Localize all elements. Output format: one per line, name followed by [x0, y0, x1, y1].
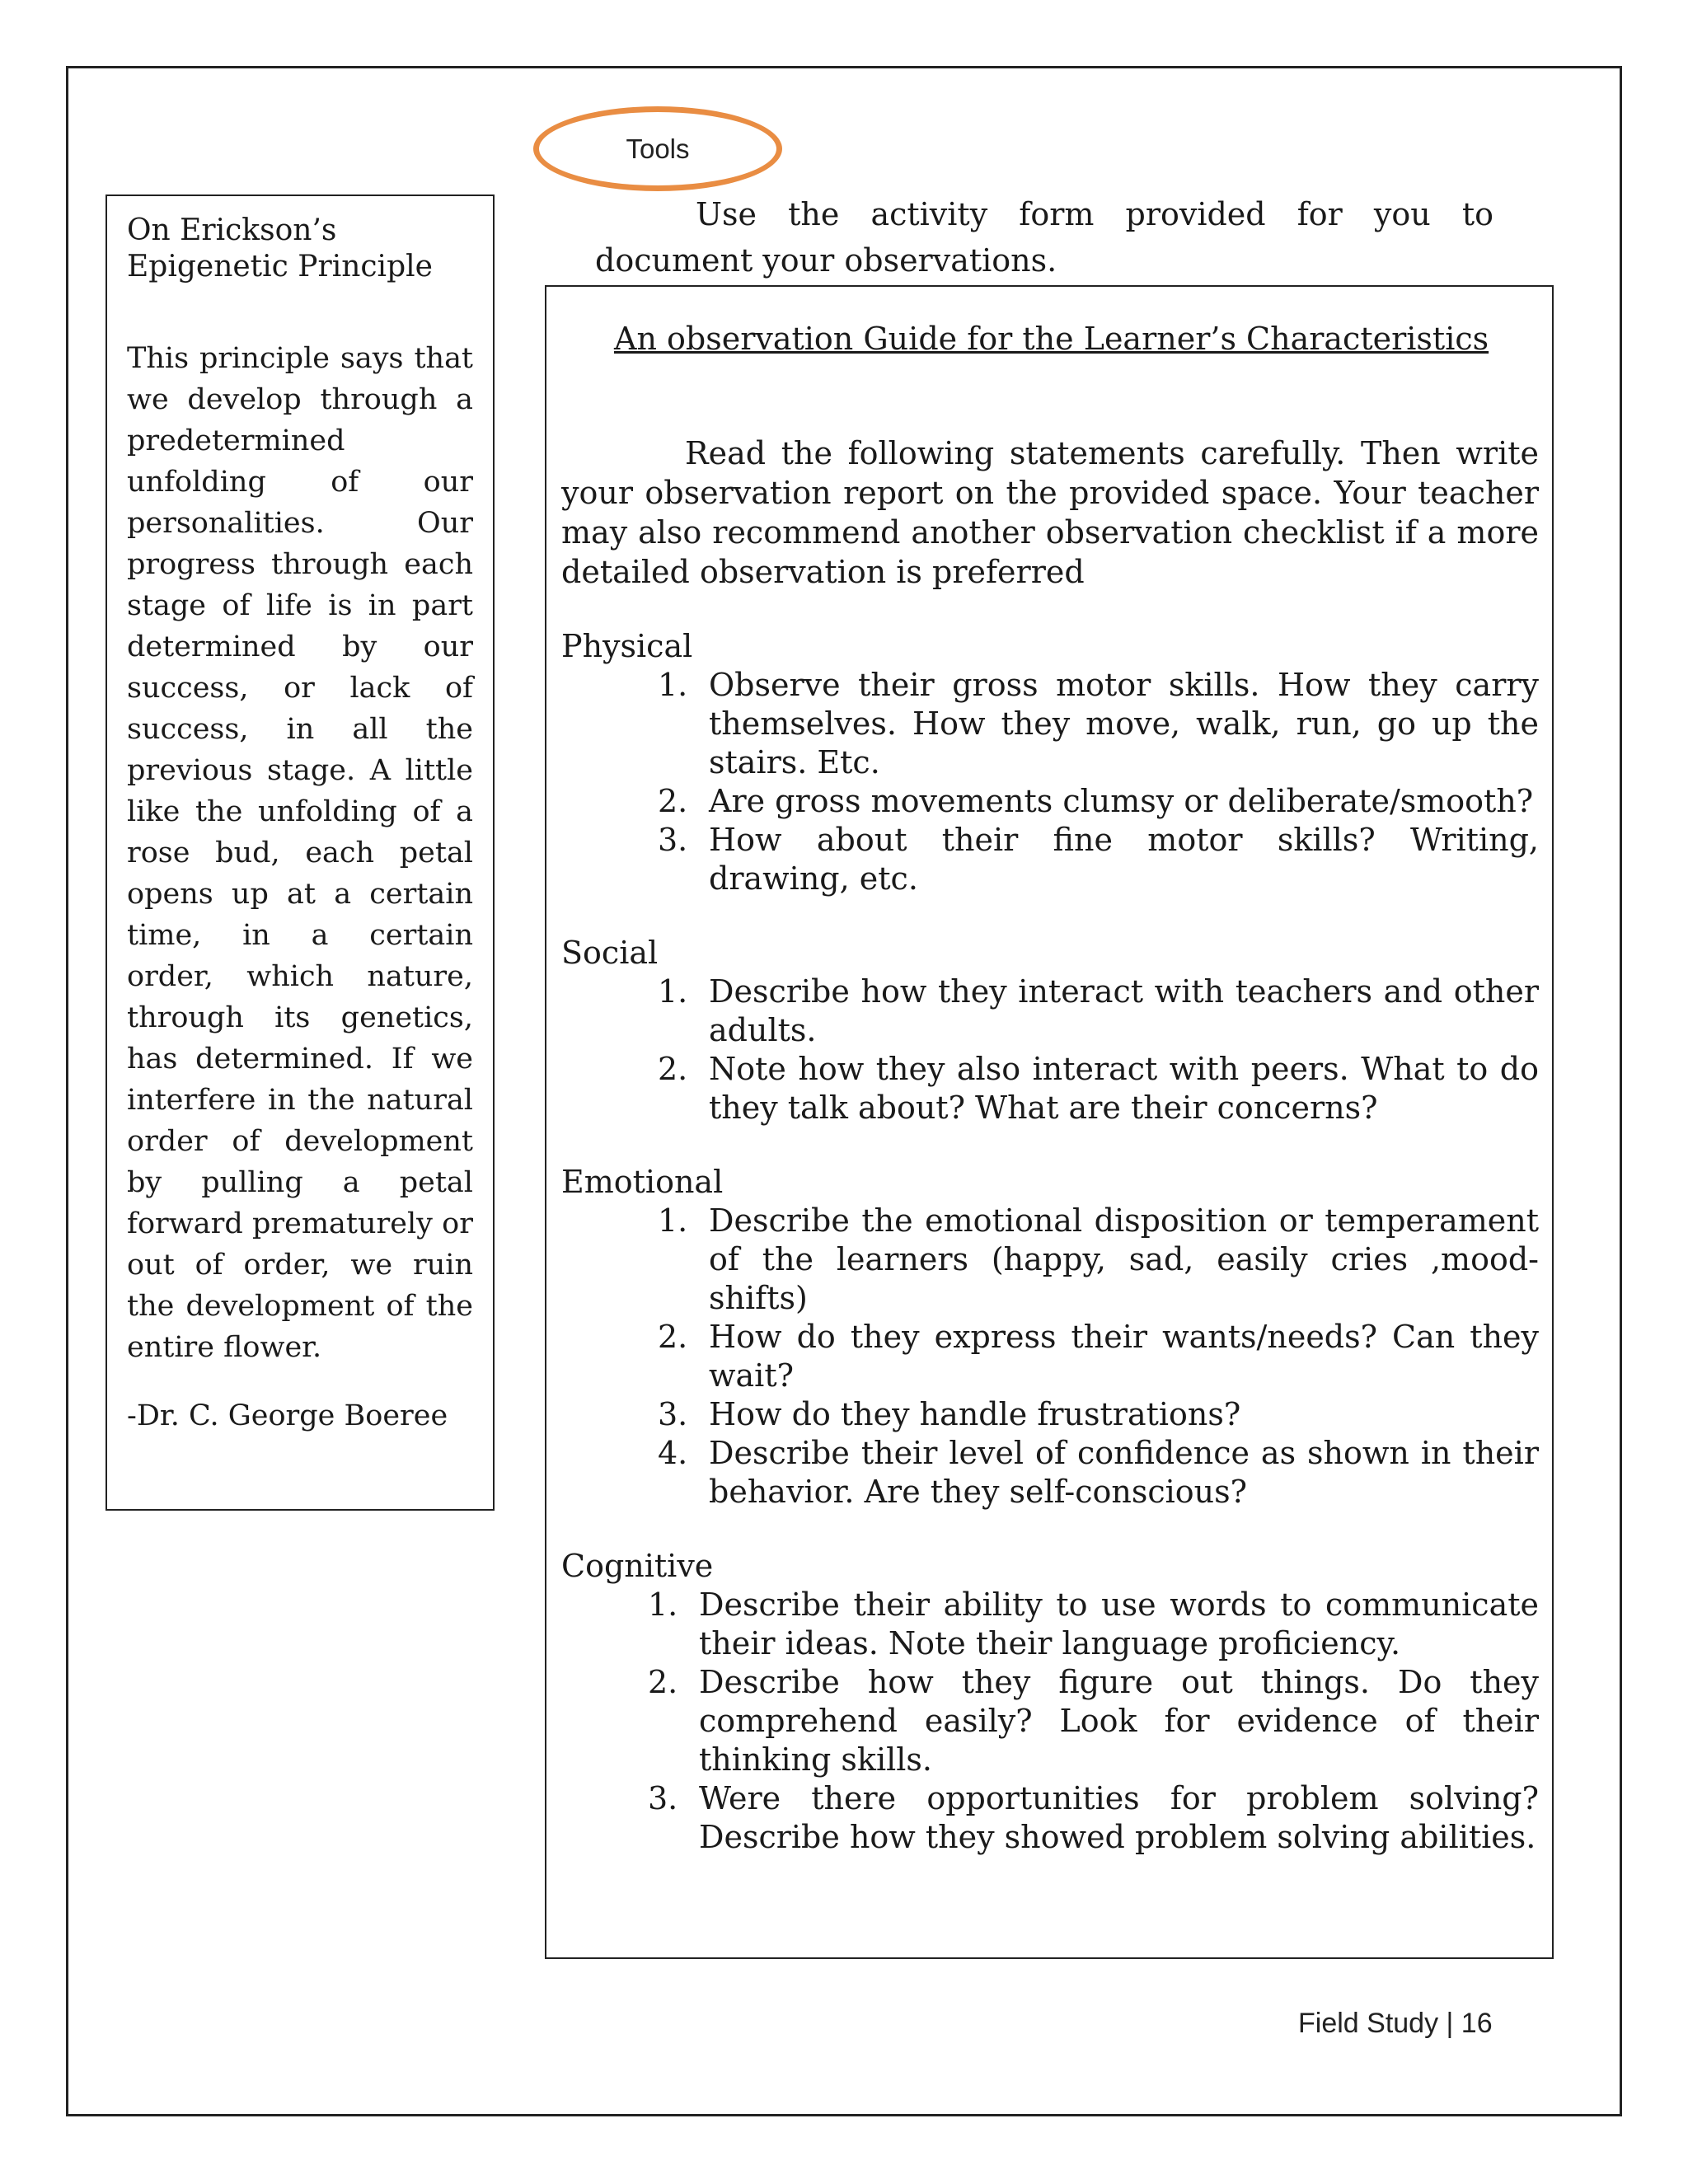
list-item-number: 2.	[658, 1051, 688, 1087]
page-footer: Field Study | 16	[1298, 2008, 1493, 2039]
sidebar-body: This principle says that we develop through a predetermined unfolding of our personalities. Our progress through each stage of life is in part determined by our success, or lack of success, in all the previous stage. A little like the unfolding of a rose bud, each petal opens up at a certain time, in a certain order, which nature, through its genetics, has determined. If we interfere in the natural order of development by pulling a petal forward prematurely or out of order, we ruin the development of the entire flower.	[127, 342, 473, 1364]
list-item	[561, 1779, 1539, 1857]
list-item	[561, 1395, 1539, 1434]
list-item	[561, 1434, 1539, 1511]
section-heading: Physical	[561, 628, 693, 664]
list-item	[561, 1050, 1539, 1127]
sidebar-author: -Dr. C. George Boeree	[127, 1399, 448, 1432]
section-heading: Social	[561, 935, 659, 971]
section-item-list	[561, 1202, 1539, 1511]
list-item	[561, 1318, 1539, 1395]
tools-label: Tools	[626, 133, 690, 164]
list-item	[561, 1202, 1539, 1318]
list-item-text: Observe their gross motor skills. How they carry themselves. How they move, walk, run, go up the stairs. Etc.	[709, 667, 1539, 780]
sidebar-title-line1: On Erickson’s	[127, 213, 337, 247]
list-item-number: 4.	[658, 1435, 688, 1471]
list-item-text: How about their fine motor skills? Writing, drawing, etc.	[709, 822, 1539, 897]
section-emotional	[561, 1162, 1539, 1511]
list-item-number: 1.	[658, 1202, 688, 1239]
list-item-text: Were there opportunities for problem solving? Describe how they showed problem solving abilities.	[699, 1780, 1539, 1855]
section-item-list	[561, 1586, 1539, 1857]
section-heading: Emotional	[561, 1164, 724, 1200]
list-item-text: How do they express their wants/needs? Can they wait?	[709, 1319, 1539, 1394]
intro-text: Use the activity form provided for you to document your observations.	[595, 196, 1493, 279]
list-item-text: Describe how they interact with teachers and other adults.	[709, 973, 1539, 1048]
guide-sections	[561, 626, 1539, 1857]
section-cognitive	[561, 1546, 1539, 1857]
list-item-number: 2.	[658, 783, 688, 819]
list-item	[561, 821, 1539, 898]
section-heading: Cognitive	[561, 1548, 714, 1584]
observation-guide-box	[545, 285, 1554, 1959]
list-item-text: Describe the emotional disposition or temperament of the learners (happy, sad, easily cries ,mood-shifts)	[709, 1202, 1539, 1316]
list-item	[561, 1663, 1539, 1779]
list-item-number: 2.	[648, 1664, 678, 1700]
list-item-text: How do they handle frustrations?	[709, 1396, 1241, 1432]
tools-callout	[533, 106, 782, 191]
guide-instructions: Read the following statements carefully. Then write your observation report on the provided space. Your teacher may also recommend another observation checklist if a more detailed observation is preferred	[561, 435, 1539, 590]
sidebar-title-line2: Epigenetic Principle	[127, 250, 433, 284]
list-item	[561, 782, 1539, 821]
list-item-number: 1.	[658, 973, 688, 1010]
list-item-text: Describe their level of confidence as shown in their behavior. Are they self-conscious?	[709, 1435, 1539, 1510]
section-social	[561, 933, 1539, 1127]
list-item	[561, 1586, 1539, 1663]
section-item-list	[561, 972, 1539, 1127]
epigenetic-principle-box	[106, 194, 495, 1511]
list-item-number: 2.	[658, 1319, 688, 1355]
sidebar-title	[127, 213, 473, 285]
section-item-list	[561, 666, 1539, 898]
list-item	[561, 666, 1539, 782]
list-item-text: Are gross movements clumsy or deliberate/smooth?	[709, 783, 1534, 819]
list-item-number: 3.	[648, 1780, 678, 1816]
list-item-number: 3.	[658, 822, 688, 858]
section-physical	[561, 626, 1539, 898]
guide-title: An observation Guide for the Learner’s Characteristics	[614, 321, 1489, 357]
list-item	[561, 972, 1539, 1050]
list-item-number: 3.	[658, 1396, 688, 1432]
list-item-text: Note how they also interact with peers. What to do they talk about? What are their concerns?	[709, 1051, 1539, 1126]
list-item-text: Describe how they figure out things. Do they comprehend easily? Look for evidence of their thinking skills.	[699, 1664, 1539, 1778]
list-item-number: 1.	[658, 667, 688, 703]
list-item-number: 1.	[648, 1586, 678, 1623]
list-item-text: Describe their ability to use words to communicate their ideas. Note their language proficiency.	[699, 1586, 1539, 1661]
